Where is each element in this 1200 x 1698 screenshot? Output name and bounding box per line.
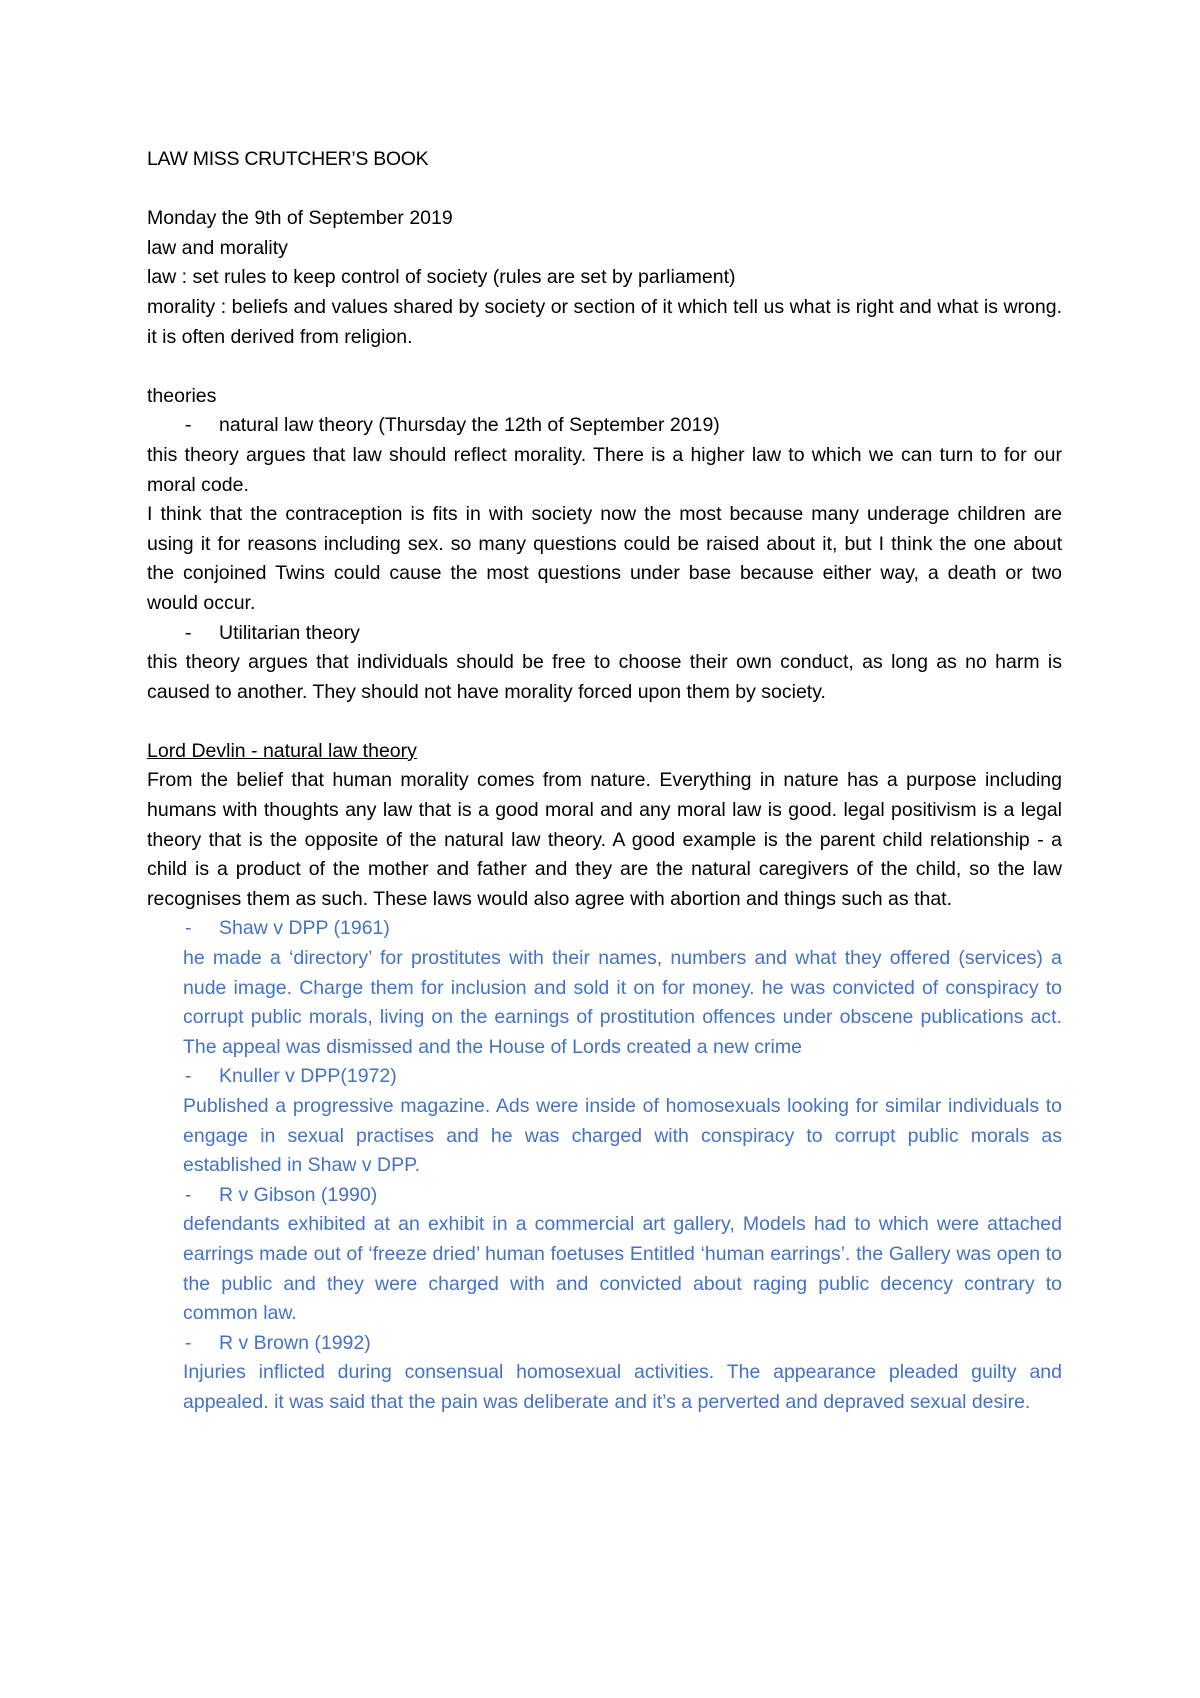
law-definition: law : set rules to keep control of society (rules are set by parliament)	[147, 266, 736, 289]
blank-line	[147, 175, 1062, 205]
utilitarian-bullet	[147, 619, 1062, 649]
bullet-dash: -	[185, 621, 192, 644]
devlin-text: From the belief that human morality comes from nature. Everything in nature has a purpose including humans with thoughts any law that is a good moral and any moral law is good. legal positivism is a legal theory that is the opposite of the natural law theory. A good example is the parent child relationship - a child is a product of the mother and father and they are the natural caregivers of the child, so the law recognises them as such. These laws would also agree with abortion and things such as that.	[147, 769, 1062, 910]
case-bullet-gibson	[147, 1181, 1062, 1211]
case-text-shaw: he made a ‘directory’ for prostitutes with their names, numbers and what they offered (services) a nude image. Charge them for inclusion and sold it on for money. he was convicted of conspiracy to corrupt public morals, living on the earnings of prostitution offences under obscene publications act. The appeal was dismissed and the House of Lords created a new crime	[183, 947, 1062, 1058]
topic-line: law and morality	[147, 236, 288, 259]
bullet-dash: -	[185, 1331, 192, 1354]
natural-law-heading: natural law theory (Thursday the 12th of September 2019)	[219, 414, 720, 437]
bullet-dash: -	[185, 414, 192, 437]
devlin-heading: Lord Devlin - natural law theory	[147, 739, 417, 762]
blank-line	[147, 352, 1062, 382]
bullet-dash: -	[185, 1065, 192, 1088]
case-text-knuller: Published a progressive magazine. Ads were inside of homosexuals looking for similar individuals to engage in sexual practises and he was charged with conspiracy to corrupt public morals as established in Shaw v DPP.	[183, 1095, 1062, 1177]
utilitarian-text: this theory argues that individuals should be free to choose their own conduct, as long as no harm is caused to another. They should not have morality forced upon them by society.	[147, 651, 1062, 703]
case-name: Knuller v DPP(1972)	[219, 1065, 397, 1088]
document-body	[147, 145, 1062, 1418]
case-text-brown: Injuries inflicted during consensual homosexual activities. The appearance pleaded guilty and appealed. it was said that the pain was deliberate and it’s a perverted and depraved sexual desire.	[183, 1361, 1062, 1413]
natural-law-text: this theory argues that law should reflect morality. There is a higher law to which we can turn to for our moral code.	[147, 443, 1062, 496]
natural-law-opinion: I think that the contraception is fits in with society now the most because many underage children are using it for reasons including sex. so many questions could be raised about it, but I think the one about the conjoined Twins could cause the most questions under base because either way, a death or two would occur.	[147, 503, 1062, 614]
case-name: R v Gibson (1990)	[219, 1183, 378, 1206]
natural-law-bullet	[147, 411, 1062, 441]
case-name: R v Brown (1992)	[219, 1331, 371, 1354]
date-line: Monday the 9th of September 2019	[147, 207, 453, 230]
bullet-dash: -	[185, 1183, 192, 1206]
morality-definition: morality : beliefs and values shared by society or section of it which tell us what is right and what is wrong. it is often derived from religion.	[147, 295, 1062, 348]
case-text-gibson: defendants exhibited at an exhibit in a commercial art gallery, Models had to which were attached earrings made out of ‘freeze dried’ human foetuses Entitled ‘human earrings’. the Gallery was open to the public and they were charged with and convicted about raging public decency contrary to common law.	[183, 1213, 1062, 1325]
theories-heading: theories	[147, 384, 217, 407]
case-bullet-knuller	[147, 1062, 1062, 1092]
blank-line	[147, 707, 1062, 737]
document-title: LAW MISS CRUTCHER’S BOOK	[147, 148, 429, 170]
bullet-dash: -	[185, 917, 192, 940]
case-name: Shaw v DPP (1961)	[219, 917, 390, 940]
utilitarian-heading: Utilitarian theory	[219, 621, 360, 644]
case-bullet-brown	[147, 1329, 1062, 1359]
case-bullet-shaw	[147, 914, 1062, 944]
